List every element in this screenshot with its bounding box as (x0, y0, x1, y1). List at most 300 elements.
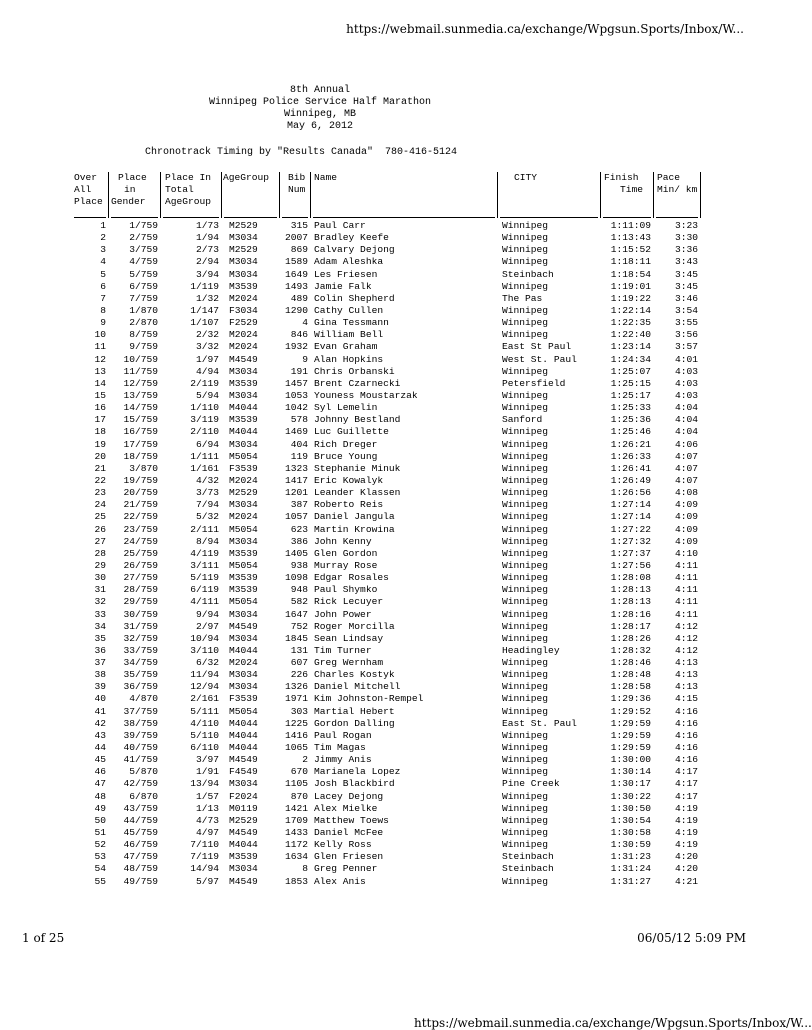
finish-time: 1:22:40 (610, 329, 651, 341)
finish-time: 1:25:46 (610, 426, 651, 438)
runner-name: Johnny Bestland (314, 414, 401, 426)
gender-place: 38/759 (123, 717, 158, 729)
runner-name: Les Friesen (314, 268, 378, 280)
city: Winnipeg (502, 511, 549, 523)
finish-time: 1:22:14 (610, 304, 651, 316)
gender-place: 40/759 (123, 742, 158, 754)
agegroup-place: 11/94 (190, 669, 219, 681)
agegroup: M2529 (229, 814, 258, 826)
agegroup: M3034 (229, 535, 258, 547)
pace: 4:09 (674, 523, 698, 535)
overall-place: 16 (94, 402, 106, 414)
gender-place: 42/759 (123, 778, 158, 790)
pace: 4:09 (674, 499, 698, 511)
table-row (0, 281, 720, 293)
gender-place: 2/759 (129, 232, 158, 244)
table-row (0, 657, 720, 669)
agegroup: M4549 (229, 754, 258, 766)
runner-name: Rick Lecuyer (314, 596, 384, 608)
agegroup-place: 4/32 (195, 474, 219, 486)
runner-name: Roberto Reis (314, 499, 384, 511)
agegroup-place: 13/94 (190, 778, 219, 790)
city: Winnipeg (502, 304, 549, 316)
agegroup: M3034 (229, 232, 258, 244)
agegroup: M5054 (229, 596, 258, 608)
bib-number: 1469 (284, 426, 308, 438)
city: Winnipeg (502, 657, 549, 669)
col-bib-l2: Num (288, 184, 306, 195)
city: Winnipeg (502, 705, 549, 717)
pace: 4:10 (674, 547, 698, 559)
agegroup-place: 2/97 (195, 620, 219, 632)
gender-place: 27/759 (123, 572, 158, 584)
bib-number: 315 (290, 220, 308, 231)
city: Winnipeg (502, 535, 549, 547)
agegroup-place: 1/119 (190, 280, 219, 292)
table-row (0, 621, 720, 633)
agegroup: M3034 (229, 778, 258, 790)
finish-time: 1:30:58 (610, 827, 651, 839)
col-underline (111, 217, 158, 218)
overall-place: 48 (94, 790, 106, 802)
agegroup-place: 1/73 (195, 220, 219, 231)
finish-time: 1:27:37 (610, 547, 651, 559)
runner-name: Paul Shymko (314, 584, 378, 596)
pace: 4:19 (674, 839, 698, 851)
gender-place: 48/759 (123, 863, 158, 875)
city: Winnipeg (502, 462, 549, 474)
agegroup-place: 4/119 (190, 547, 219, 559)
agegroup: M2024 (229, 329, 258, 341)
col-agplace-l2: Total (165, 184, 194, 195)
finish-time: 1:13:43 (610, 232, 651, 244)
agegroup-place: 7/94 (195, 499, 219, 511)
bib-number: 1057 (284, 511, 308, 523)
agegroup-place: 8/94 (195, 535, 219, 547)
gender-place: 9/759 (129, 341, 158, 353)
table-row (0, 633, 720, 645)
gender-place: 7/759 (129, 292, 158, 304)
agegroup-place: 3/94 (195, 268, 219, 280)
agegroup-place: 3/32 (195, 341, 219, 353)
city: Winnipeg (502, 742, 549, 754)
city: East St. Paul (502, 717, 577, 729)
col-overall-l3: Place (74, 196, 103, 207)
runner-name: Gina Tessmann (314, 317, 389, 329)
agegroup: M4044 (229, 729, 258, 741)
overall-place: 13 (94, 365, 106, 377)
agegroup: M3539 (229, 547, 258, 559)
agegroup-place: 3/119 (190, 414, 219, 426)
city: Winnipeg (502, 790, 549, 802)
col-pace-l1: Pace (657, 172, 681, 183)
bib-number: 2007 (284, 232, 308, 244)
overall-place: 36 (94, 644, 106, 656)
overall-place: 49 (94, 802, 106, 814)
bib-number: 1709 (284, 814, 308, 826)
runner-name: Bruce Young (314, 450, 378, 462)
city: Steinbach (502, 268, 554, 280)
overall-place: 53 (94, 851, 106, 863)
print-page-number: 1 of 25 (22, 931, 65, 945)
agegroup: M2024 (229, 292, 258, 304)
bib-number: 1421 (284, 802, 308, 814)
city: Winnipeg (502, 620, 549, 632)
finish-time: 1:27:22 (610, 523, 651, 535)
gender-place: 43/759 (123, 802, 158, 814)
bib-number: 1971 (284, 693, 308, 705)
table-row (0, 536, 720, 548)
col-gender-l1: Place (118, 172, 147, 183)
col-divider (160, 172, 161, 218)
agegroup-place: 1/161 (190, 462, 219, 474)
print-footer-url: https://webmail.sunmedia.ca/exchange/Wpgsun.Sports/Inbox/W... (414, 1016, 812, 1030)
col-underline (74, 217, 106, 218)
city: Winnipeg (502, 547, 549, 559)
pace: 3:46 (674, 292, 698, 304)
runner-name: Kelly Ross (314, 839, 372, 851)
agegroup: F2024 (229, 790, 258, 802)
agegroup: M3539 (229, 851, 258, 863)
agegroup-place: 1/107 (190, 317, 219, 329)
agegroup: M4549 (229, 620, 258, 632)
bib-number: 1323 (284, 462, 308, 474)
bib-number: 1326 (284, 681, 308, 693)
agegroup: M4044 (229, 644, 258, 656)
finish-time: 1:28:48 (610, 669, 651, 681)
table-row (0, 499, 720, 511)
overall-place: 50 (94, 814, 106, 826)
agegroup: M2024 (229, 341, 258, 353)
finish-time: 1:26:33 (610, 450, 651, 462)
overall-place: 42 (94, 717, 106, 729)
finish-time: 1:11:09 (610, 220, 651, 231)
agegroup-place: 3/111 (190, 559, 219, 571)
table-row (0, 414, 720, 426)
city: Petersfield (502, 377, 566, 389)
runner-name: Sean Lindsay (314, 632, 384, 644)
finish-time: 1:30:00 (610, 754, 651, 766)
table-row (0, 730, 720, 742)
bib-number: 191 (290, 365, 308, 377)
bib-number: 1647 (284, 608, 308, 620)
agegroup-place: 12/94 (190, 681, 219, 693)
gender-place: 5/759 (129, 268, 158, 280)
col-agegroup: AgeGroup (223, 172, 270, 183)
agegroup-place: 6/110 (190, 742, 219, 754)
table-row (0, 645, 720, 657)
table-row (0, 317, 720, 329)
agegroup: M3539 (229, 584, 258, 596)
city: Winnipeg (502, 389, 549, 401)
table-row (0, 463, 720, 475)
finish-time: 1:18:54 (610, 268, 651, 280)
agegroup-place: 5/32 (195, 511, 219, 523)
bib-number: 938 (290, 559, 308, 571)
agegroup: F2529 (229, 317, 258, 329)
pace: 4:07 (674, 474, 698, 486)
bib-number: 948 (290, 584, 308, 596)
overall-place: 17 (94, 414, 106, 426)
table-row (0, 754, 720, 766)
table-row (0, 876, 720, 888)
col-gender-l3: Gender (111, 196, 146, 207)
bib-number: 9 (302, 353, 308, 365)
overall-place: 38 (94, 669, 106, 681)
agegroup-place: 2/111 (190, 523, 219, 535)
table-row (0, 475, 720, 487)
pace: 4:13 (674, 657, 698, 669)
finish-time: 1:31:24 (610, 863, 651, 875)
agegroup-place: 6/32 (195, 657, 219, 669)
bib-number: 607 (290, 657, 308, 669)
runner-name: Kim Johnston-Rempel (314, 693, 424, 705)
gender-place: 46/759 (123, 839, 158, 851)
bib-number: 404 (290, 438, 308, 450)
gender-place: 5/870 (129, 766, 158, 778)
runner-name: Rich Dreger (314, 438, 378, 450)
finish-time: 1:29:59 (610, 717, 651, 729)
col-divider (310, 172, 311, 218)
city: Winnipeg (502, 232, 549, 244)
agegroup: M4044 (229, 402, 258, 414)
finish-time: 1:25:33 (610, 402, 651, 414)
agegroup: M2024 (229, 657, 258, 669)
finish-time: 1:30:54 (610, 814, 651, 826)
runner-name: Luc Guillette (314, 426, 389, 438)
pace: 4:12 (674, 620, 698, 632)
bib-number: 578 (290, 414, 308, 426)
city: Winnipeg (502, 402, 549, 414)
finish-time: 1:27:14 (610, 511, 651, 523)
agegroup-place: 7/119 (190, 851, 219, 863)
pace: 4:04 (674, 414, 698, 426)
overall-place: 37 (94, 657, 106, 669)
runner-name: Tim Turner (314, 644, 372, 656)
overall-place: 19 (94, 438, 106, 450)
overall-place: 33 (94, 608, 106, 620)
overall-place: 29 (94, 559, 106, 571)
runner-name: Greg Penner (314, 863, 378, 875)
runner-name: Martin Krowina (314, 523, 395, 535)
finish-time: 1:25:17 (610, 389, 651, 401)
timing-credit: Chronotrack Timing by "Results Canada" 780-416-5124 (145, 147, 458, 158)
city: Headingley (502, 644, 560, 656)
table-row (0, 354, 720, 366)
agegroup: M3034 (229, 389, 258, 401)
table-row (0, 220, 720, 232)
agegroup: M3539 (229, 280, 258, 292)
runner-name: Jamie Falk (314, 280, 372, 292)
col-gender-l2: in (124, 184, 136, 195)
print-header-url: https://webmail.sunmedia.ca/exchange/Wpgsun.Sports/Inbox/W... (346, 22, 744, 36)
agegroup-place: 2/161 (190, 693, 219, 705)
col-underline (282, 217, 308, 218)
agegroup: M2024 (229, 474, 258, 486)
agegroup: M3034 (229, 268, 258, 280)
gender-place: 16/759 (123, 426, 158, 438)
runner-name: Evan Graham (314, 341, 378, 353)
table-row (0, 366, 720, 378)
finish-time: 1:30:22 (610, 790, 651, 802)
finish-time: 1:28:26 (610, 632, 651, 644)
city: Winnipeg (502, 280, 549, 292)
bib-number: 1932 (284, 341, 308, 353)
runner-name: Charles Kostyk (314, 669, 395, 681)
city: Winnipeg (502, 487, 549, 499)
table-row (0, 560, 720, 572)
agegroup: M5054 (229, 450, 258, 462)
table-row (0, 669, 720, 681)
agegroup: M2529 (229, 220, 258, 231)
runner-name: Alex Anis (314, 875, 366, 887)
agegroup: M3034 (229, 669, 258, 681)
bib-number: 870 (290, 790, 308, 802)
finish-time: 1:27:32 (610, 535, 651, 547)
agegroup: M3034 (229, 499, 258, 511)
runner-name: Youness Moustarzak (314, 389, 418, 401)
table-row (0, 341, 720, 353)
col-finish-l2: Time (620, 184, 644, 195)
bib-number: 1634 (284, 851, 308, 863)
agegroup-place: 1/147 (190, 304, 219, 316)
pace: 4:09 (674, 535, 698, 547)
overall-place: 18 (94, 426, 106, 438)
bib-number: 4 (302, 317, 308, 329)
finish-time: 1:27:14 (610, 499, 651, 511)
bib-number: 1172 (284, 839, 308, 851)
city: Winnipeg (502, 632, 549, 644)
finish-time: 1:15:52 (610, 244, 651, 256)
finish-time: 1:29:59 (610, 742, 651, 754)
pace: 4:16 (674, 705, 698, 717)
agegroup-place: 4/73 (195, 814, 219, 826)
finish-time: 1:25:36 (610, 414, 651, 426)
runner-name: Edgar Rosales (314, 572, 389, 584)
pace: 4:07 (674, 450, 698, 462)
runner-name: Daniel Jangula (314, 511, 395, 523)
table-row (0, 863, 720, 875)
overall-place: 2 (100, 232, 106, 244)
gender-place: 1/759 (129, 220, 158, 231)
table-row (0, 451, 720, 463)
agegroup: F3034 (229, 304, 258, 316)
bib-number: 1457 (284, 377, 308, 389)
gender-place: 19/759 (123, 474, 158, 486)
col-name: Name (314, 172, 338, 183)
overall-place: 27 (94, 535, 106, 547)
runner-name: William Bell (314, 329, 384, 341)
overall-place: 54 (94, 863, 106, 875)
runner-name: Gordon Dalling (314, 717, 395, 729)
pace: 4:03 (674, 389, 698, 401)
finish-time: 1:28:16 (610, 608, 651, 620)
agegroup: M3034 (229, 681, 258, 693)
runner-name: John Kenny (314, 535, 372, 547)
city: Winnipeg (502, 499, 549, 511)
city: Winnipeg (502, 244, 549, 256)
table-row (0, 524, 720, 536)
pace: 4:12 (674, 632, 698, 644)
runner-name: Lacey Dejong (314, 790, 384, 802)
agegroup: M3034 (229, 608, 258, 620)
pace: 3:23 (674, 220, 698, 231)
overall-place: 30 (94, 572, 106, 584)
runner-name: Bradley Keefe (314, 232, 389, 244)
overall-place: 26 (94, 523, 106, 535)
col-agplace-l1: Place In (165, 172, 212, 183)
agegroup-place: 1/91 (195, 766, 219, 778)
table-row (0, 815, 720, 827)
agegroup-place: 4/110 (190, 717, 219, 729)
city: Winnipeg (502, 584, 549, 596)
finish-time: 1:27:56 (610, 559, 651, 571)
gender-place: 29/759 (123, 596, 158, 608)
overall-place: 34 (94, 620, 106, 632)
agegroup: M4044 (229, 839, 258, 851)
col-city: CITY (514, 172, 538, 183)
bib-number: 752 (290, 620, 308, 632)
agegroup: M5054 (229, 705, 258, 717)
bib-number: 846 (290, 329, 308, 341)
table-row (0, 718, 720, 730)
runner-name: Paul Carr (314, 220, 366, 231)
race-title-block (0, 85, 640, 133)
agegroup-place: 10/94 (190, 632, 219, 644)
pace: 4:19 (674, 827, 698, 839)
bib-number: 623 (290, 523, 308, 535)
pace: 3:54 (674, 304, 698, 316)
finish-time: 1:28:08 (610, 572, 651, 584)
gender-place: 17/759 (123, 438, 158, 450)
runner-name: Stephanie Minuk (314, 462, 401, 474)
bib-number: 1042 (284, 402, 308, 414)
agegroup-place: 9/94 (195, 608, 219, 620)
finish-time: 1:30:17 (610, 778, 651, 790)
city: West St. Paul (502, 353, 577, 365)
agegroup-place: 5/119 (190, 572, 219, 584)
city: Winnipeg (502, 365, 549, 377)
bib-number: 1405 (284, 547, 308, 559)
agegroup: M5054 (229, 523, 258, 535)
overall-place: 12 (94, 353, 106, 365)
runner-name: Martial Hebert (314, 705, 395, 717)
col-overall-l1: Over (74, 172, 98, 183)
pace: 4:17 (674, 778, 698, 790)
agegroup: F4549 (229, 766, 258, 778)
pace: 4:04 (674, 402, 698, 414)
bib-number: 226 (290, 669, 308, 681)
race-location: Winnipeg, MB (283, 109, 356, 120)
pace: 3:36 (674, 244, 698, 256)
runner-name: Brent Czarnecki (314, 377, 401, 389)
pace: 4:16 (674, 729, 698, 741)
runner-name: Daniel Mitchell (314, 681, 401, 693)
bib-number: 1417 (284, 474, 308, 486)
finish-time: 1:23:14 (610, 341, 651, 353)
runner-name: Jimmy Anis (314, 754, 372, 766)
finish-time: 1:26:56 (610, 487, 651, 499)
runner-name: Paul Rogan (314, 729, 372, 741)
pace: 4:19 (674, 802, 698, 814)
gender-place: 3/870 (129, 462, 158, 474)
gender-place: 6/759 (129, 280, 158, 292)
overall-place: 3 (100, 244, 106, 256)
col-agplace-l3: AgeGroup (165, 196, 212, 207)
gender-place: 18/759 (123, 450, 158, 462)
city: East St Paul (502, 341, 572, 353)
pace: 4:16 (674, 717, 698, 729)
